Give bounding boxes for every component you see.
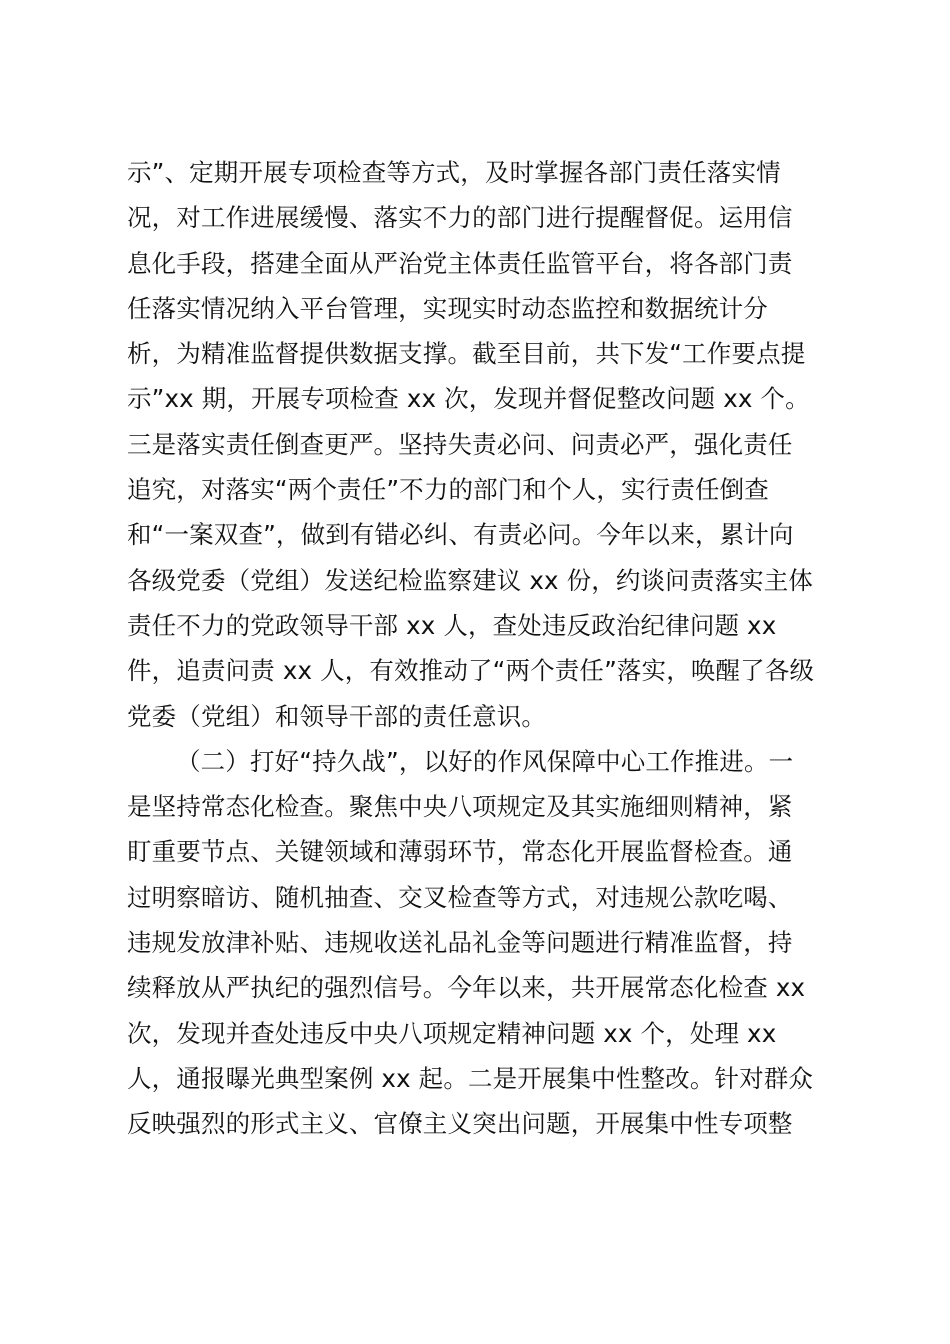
text-line: 示”xx 期，开展专项检查 xx 次，发现并督促整改问题 xx 个。 (127, 384, 810, 414)
text-line: 续释放从严执纪的强烈信号。今年以来，共开展常态化检查 xx (127, 973, 806, 1003)
text-line: 任落实情况纳入平台管理，实现实时动态监控和数据统计分 (127, 293, 768, 323)
section-heading-line: （二）打好“持久战”，以好的作风保障中心工作推进。一 (176, 746, 794, 776)
text-line: 各级党委（党组）发送纪检监察建议 xx 份，约谈问责落实主体 (127, 565, 814, 595)
text-line: 追究，对落实“两个责任”不力的部门和个人，实行责任倒查 (127, 475, 769, 505)
text-line: 件，追责问责 xx 人，有效推动了“两个责任”落实，唤醒了各级 (127, 656, 815, 686)
text-line: 示”、定期开展专项检查等方式，及时掌握各部门责任落实情 (127, 158, 781, 187)
text-line: 次，发现并查处违反中央八项规定精神问题 xx 个，处理 xx (127, 1018, 777, 1048)
text-line: 反映强烈的形式主义、官僚主义突出问题，开展集中性专项整 (127, 1109, 793, 1139)
text-line: 况，对工作进展缓慢、落实不力的部门进行提醒督促。运用信 (127, 203, 793, 233)
text-line: 息化手段，搭建全面从严治党主体责任监管平台，将各部门责 (127, 248, 793, 278)
text-line: 人，通报曝光典型案例 xx 起。二是开展集中性整改。针对群众 (127, 1063, 814, 1093)
text-line: 三是落实责任倒查更严。坚持失责必问、问责必严，强化责任 (127, 429, 793, 459)
body-text (127, 150, 847, 1147)
text-line: 和“一案双查”，做到有错必纠、有责必问。今年以来，累计向 (127, 520, 794, 550)
text-line: 是坚持常态化检查。聚焦中央八项规定及其实施细则精神，紧 (127, 792, 793, 822)
text-line: 党委（党组）和领导干部的责任意识。 (127, 701, 547, 731)
text-line: 违规发放津补贴、违规收送礼品礼金等问题进行精准监督，持 (127, 928, 793, 958)
text-line: 析，为精准监督提供数据支撑。截至目前，共下发“工作要点提 (127, 339, 806, 369)
text-line: 过明察暗访、随机抽查、交叉检查等方式，对违规公款吃喝、 (127, 882, 793, 912)
text-line: 责任不力的党政领导干部 xx 人，查处违反政治纪律问题 xx (127, 610, 777, 640)
text-line: 盯重要节点、关键领域和薄弱环节，常态化开展监督检查。通 (127, 837, 793, 867)
